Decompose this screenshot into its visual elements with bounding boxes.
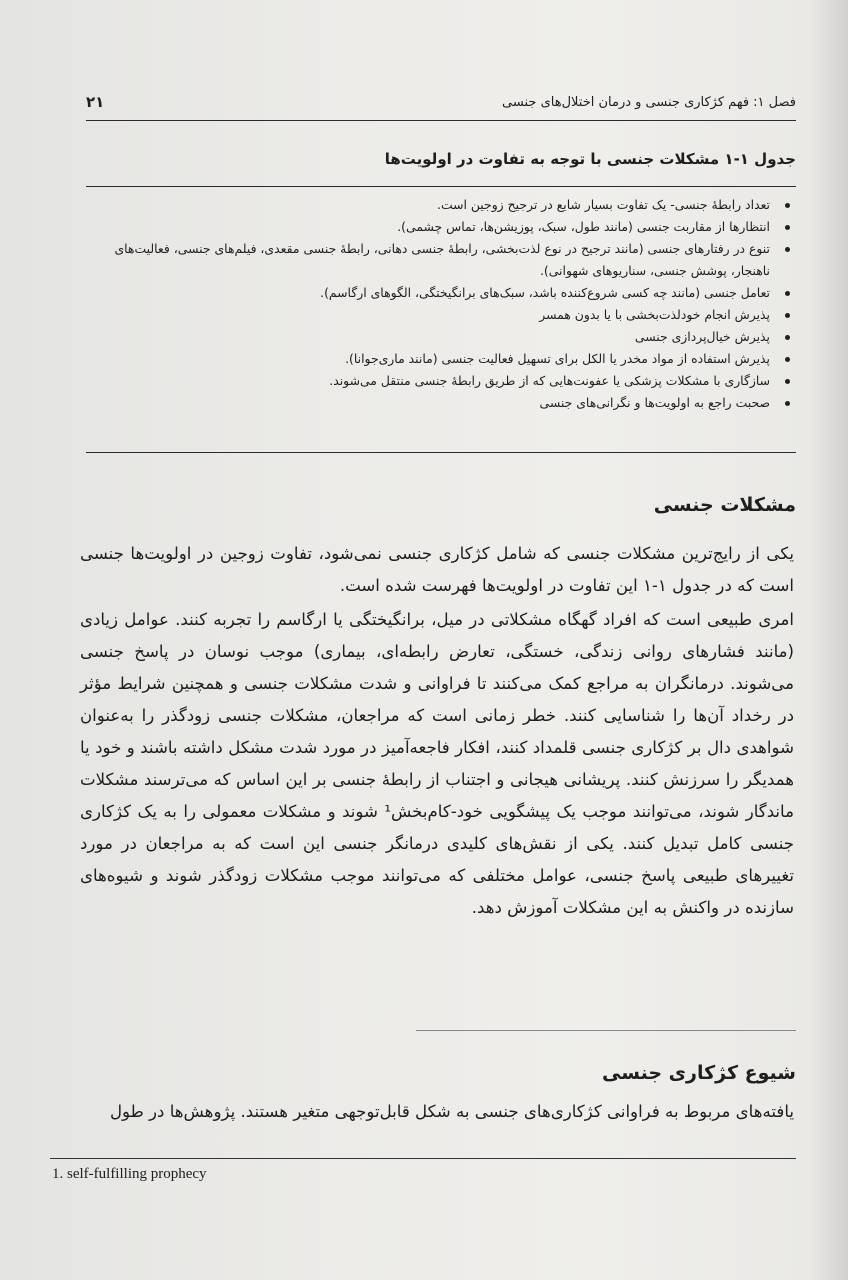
header-rule (86, 120, 796, 121)
bullet-icon (785, 379, 790, 384)
chapter-title: فصل ۱: فهم کژکاری جنسی و درمان اختلال‌های جنسی (502, 94, 796, 110)
table-bottom-rule (86, 452, 796, 453)
list-item: صحبت راجع به اولویت‌ها و نگرانی‌های جنسی (90, 392, 792, 414)
page-number: ۲۱ (86, 93, 105, 111)
divider (416, 1030, 796, 1031)
list-item: تعامل جنسی (مانند چه کسی شروع‌کننده باشد، سبک‌های برانگیختگی، الگوهای ارگاسم). (90, 282, 792, 304)
section-heading: مشکلات جنسی (653, 494, 796, 516)
bullet-icon (785, 225, 790, 230)
page-edge-shadow (808, 0, 848, 1280)
list-item: سازگاری با مشکلات پزشکی یا عفونت‌هایی که از طریق رابطهٔ جنسی منتقل می‌شوند. (90, 370, 792, 392)
list-item: تنوع در رفتارهای جنسی (مانند ترجیح در نوع لذت‌بخشی، رابطهٔ جنسی دهانی، رابطهٔ جنسی مقعدی، فیلم‌های جنسی، فعالیت‌های ناهنجار، پوشش جنسی، سناریوهای شهوانی). (90, 238, 792, 282)
paragraph: یافته‌های مربوط به فراوانی کژکاری‌های جنسی به شکل قابل‌توجهی متغیر هستند. پژوهش‌ها در طول (109, 1102, 794, 1121)
bullet-icon (785, 335, 790, 340)
section-heading: شیوع کژکاری جنسی (602, 1062, 796, 1084)
table-title: جدول ۱-۱ مشکلات جنسی با توجه به تفاوت در اولویت‌ها (384, 150, 796, 168)
paragraph: امری طبیعی است که افراد گهگاه مشکلاتی در میل، برانگیختگی یا ارگاسم را تجربه کنند. عوامل زیادی (مانند فشارهای روانی زندگی، خستگی، تعارض رابطه‌ای، بیماری) موجب نوسان در پاسخ جنسی می‌شوند. درمانگران به مراجع کمک می‌کنند تا فراوانی و شدت مشکلات جنسی و همچنین شرایط مؤثر در رخداد آن‌ها را شناسایی کنند. خطر زمانی است که مراجعان، مشکلات جنسی زودگذر را به‌عنوان شواهدی دال بر کژکاری جنسی قلمداد کنند، افکار فاجعه‌آمیز در مورد شدت مشکل داشته باشند و خود یا همدیگر را سرزنش کنند. پریشانی هیجانی و اجتناب از رابطهٔ جنسی بر این اساس که می‌ترسند مشکلات ماندگار شوند، می‌توانند موجب یک پیشگویی خود-کام‌بخش¹ شوند و مشکلات معمولی را به یک کژکاری جنسی کامل تبدیل کنند. یکی از نقش‌های کلیدی درمانگر جنسی این است که به مراجعان در مورد تغییرهای طبیعی پاسخ جنسی، عوامل مختلفی که می‌توانند موجب مشکلات زودگذر شوند و شیوه‌های سازنده در واکنش به این مشکلات آموزش دهد. (80, 610, 794, 917)
list-item: پذیرش خیال‌پردازی جنسی (90, 326, 792, 348)
bullet-icon (785, 203, 790, 208)
paragraph: یکی از رایج‌ترین مشکلات جنسی که شامل کژکاری جنسی نمی‌شود، تفاوت زوجین در اولویت‌ها جنسی است که در جدول ۱-۱ این تفاوت در اولویت‌ها فهرست شده است. (80, 544, 794, 595)
list-item: انتظارها از مقاربت جنسی (مانند طول، سبک، پوزیشن‌ها، تماس چشمی). (90, 216, 792, 238)
running-header (86, 88, 796, 116)
bullet-icon (785, 401, 790, 406)
list-item: تعداد رابطهٔ جنسی- یک تفاوت بسیار شایع در ترجیح زوجین است. (90, 194, 792, 216)
table-top-rule (86, 186, 796, 187)
bullet-icon (785, 313, 790, 318)
table-list (90, 194, 792, 414)
bullet-icon (785, 247, 790, 252)
bullet-icon (785, 357, 790, 362)
list-item: پذیرش استفاده از مواد مخدر یا الکل برای تسهیل فعالیت جنسی (مانند ماری‌جوانا). (90, 348, 792, 370)
bullet-icon (785, 291, 790, 296)
list-item: پذیرش انجام خودلذت‌بخشی با یا بدون همسر (90, 304, 792, 326)
footnote-rule (50, 1158, 796, 1159)
footnote: 1. self-fulfilling prophecy (52, 1166, 207, 1182)
